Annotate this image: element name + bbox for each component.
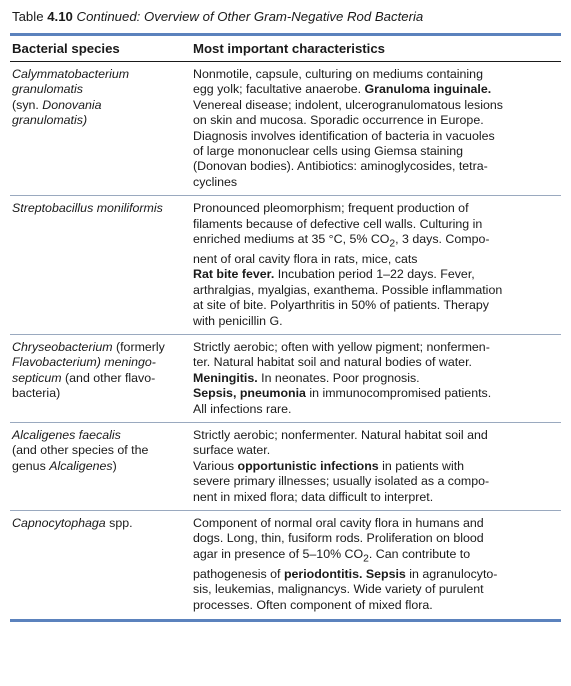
species-line: granulomatis (12, 82, 83, 97)
species-line: granulomatis) (12, 113, 88, 128)
characteristics-cell (193, 428, 561, 505)
text-run: , 3 days. Compo- (395, 232, 490, 247)
text-run: in agranulocyto- (405, 566, 498, 581)
text-line (193, 386, 557, 401)
emphasis-text: Rat bite fever. (193, 267, 275, 282)
subscript: 2 (389, 238, 396, 250)
species-line: (and other species of the (12, 443, 149, 458)
table-caption (10, 8, 561, 25)
text-line: surface water. (193, 443, 271, 458)
text-run: enriched mediums at 35 °C, 5% CO (193, 232, 390, 247)
table-body (10, 62, 561, 618)
text-line: cyclines (193, 174, 238, 189)
species-line: bacteria) (12, 386, 61, 401)
text-line: at site of bite. Polyarthritis in 50% of patients. Therapy (193, 298, 489, 313)
characteristics-cell (193, 516, 561, 613)
species-cell (10, 67, 193, 190)
species-text: genus (12, 458, 50, 473)
emphasis-text: Meningitis. (193, 370, 258, 385)
species-cell (10, 428, 193, 505)
species-line (12, 459, 193, 474)
text-line: ter. Natural habitat soil and natural bodies of water. (193, 355, 472, 370)
text-line: Component of normal oral cavity flora in humans and (193, 516, 484, 531)
text-line (193, 547, 557, 567)
text-run: Incubation period 1–22 days. Fever, (274, 267, 475, 282)
emphasis-text: opportunistic infections (237, 458, 379, 473)
species-line (12, 98, 193, 113)
text-line: All infections rare. (193, 401, 292, 416)
species-text: spp. (105, 516, 133, 531)
emphasis-text: Sepsis, pneumonia (193, 386, 306, 401)
text-line: nent of oral cavity flora in rats, mice, cats (193, 251, 418, 266)
text-line: Pronounced pleomorphism; frequent production of (193, 201, 469, 216)
text-line (193, 371, 557, 386)
emphasis-text: Sepsis (365, 566, 406, 581)
table-row (10, 510, 561, 618)
text-line: with penicillin G. (193, 313, 283, 328)
text-run: in immunocompromised patients. (305, 386, 492, 401)
text-line: of large mononuclear cells using Giemsa staining (193, 144, 463, 159)
caption-number: 4.10 (47, 9, 73, 24)
text-run: egg yolk; facultative anaerobe. (193, 82, 365, 97)
species-line: Streptobacillus moniliformis (12, 201, 163, 216)
species-line (12, 516, 193, 531)
species-text: septicum (12, 370, 62, 385)
text-line: Strictly aerobic; nonfermenter. Natural habitat soil and (193, 428, 488, 442)
species-text: (syn. (12, 97, 43, 112)
text-line: nent in mixed flora; data difficult to interpret. (193, 489, 434, 504)
header-species: Bacterial species (12, 41, 120, 56)
text-run: in patients with (378, 458, 465, 473)
text-line: arthralgias, myalgias, exanthema. Possible inflammation (193, 282, 503, 297)
species-cell (10, 516, 193, 613)
species-line (12, 371, 193, 386)
species-text: Capnocytophaga (12, 516, 106, 531)
species-text: (and other flavo- (61, 370, 156, 385)
species-line: Calymmatobacterium (12, 67, 130, 81)
text-line (193, 567, 557, 582)
species-line (12, 340, 193, 355)
text-line (193, 267, 557, 282)
text-line: on skin and mucosa. Sporadic occurrence in Europe. (193, 113, 484, 128)
species-text: (formerly (112, 339, 165, 354)
text-line: sis, leukemias, malignancys. Wide variety of purulent (193, 582, 484, 597)
text-run: agar in presence of 5–10% CO (193, 546, 364, 561)
text-line: filaments because of defective cell walls. Culturing in (193, 216, 483, 231)
characteristics-cell (193, 67, 561, 190)
text-run: pathogenesis of (193, 566, 284, 581)
subscript: 2 (363, 553, 369, 565)
text-line (193, 459, 557, 474)
header-characteristics: Most important characteristics (193, 41, 386, 56)
text-run: In neonates. Poor prognosis. (257, 370, 420, 385)
characteristics-cell (193, 340, 561, 417)
text-line (193, 232, 557, 252)
characteristics-cell (193, 201, 561, 329)
text-line: Venereal disease; indolent, ulcerogranulomatous lesions (193, 97, 503, 112)
text-line: (Donovan bodies). Antibiotics: aminoglycosides, tetra- (193, 159, 488, 174)
species-text: Donovania (42, 97, 102, 112)
text-line: processes. Often component of mixed flora. (193, 597, 433, 612)
caption-title: Continued: Overview of Other Gram-Negative Rod Bacteria (76, 9, 424, 24)
text-line: Nonmotile, capsule, culturing on mediums containing (193, 67, 483, 81)
species-cell (10, 201, 193, 329)
emphasis-text: Granuloma inguinale. (364, 82, 492, 97)
text-line: Strictly aerobic; often with yellow pigment; nonfermen- (193, 339, 490, 354)
text-run: . Can contribute to (368, 546, 471, 561)
species-cell (10, 340, 193, 417)
table-header (10, 36, 561, 61)
text-line: Diagnosis involves identification of bacteria in vacuoles (193, 128, 495, 143)
text-line (193, 82, 557, 97)
text-line: dogs. Long, thin, fusiform rods. Proliferation on blood (193, 531, 484, 546)
text-run: Various (193, 458, 238, 473)
species-text: ) (112, 458, 117, 473)
bottom-rule (10, 619, 561, 622)
text-line: severe primary illnesses; usually isolated as a compo- (193, 474, 490, 489)
emphasis-text: periodontitis. (283, 566, 363, 581)
species-line: Flavobacterium) meningo- (12, 355, 156, 370)
species-line: Alcaligenes faecalis (12, 428, 121, 442)
caption-label: Table (12, 9, 44, 24)
table-row (10, 62, 561, 195)
species-text: Chryseobacterium (12, 339, 113, 354)
table-row (10, 334, 561, 422)
table-row (10, 422, 561, 510)
species-text: Alcaligenes (49, 458, 113, 473)
table-row (10, 195, 561, 334)
